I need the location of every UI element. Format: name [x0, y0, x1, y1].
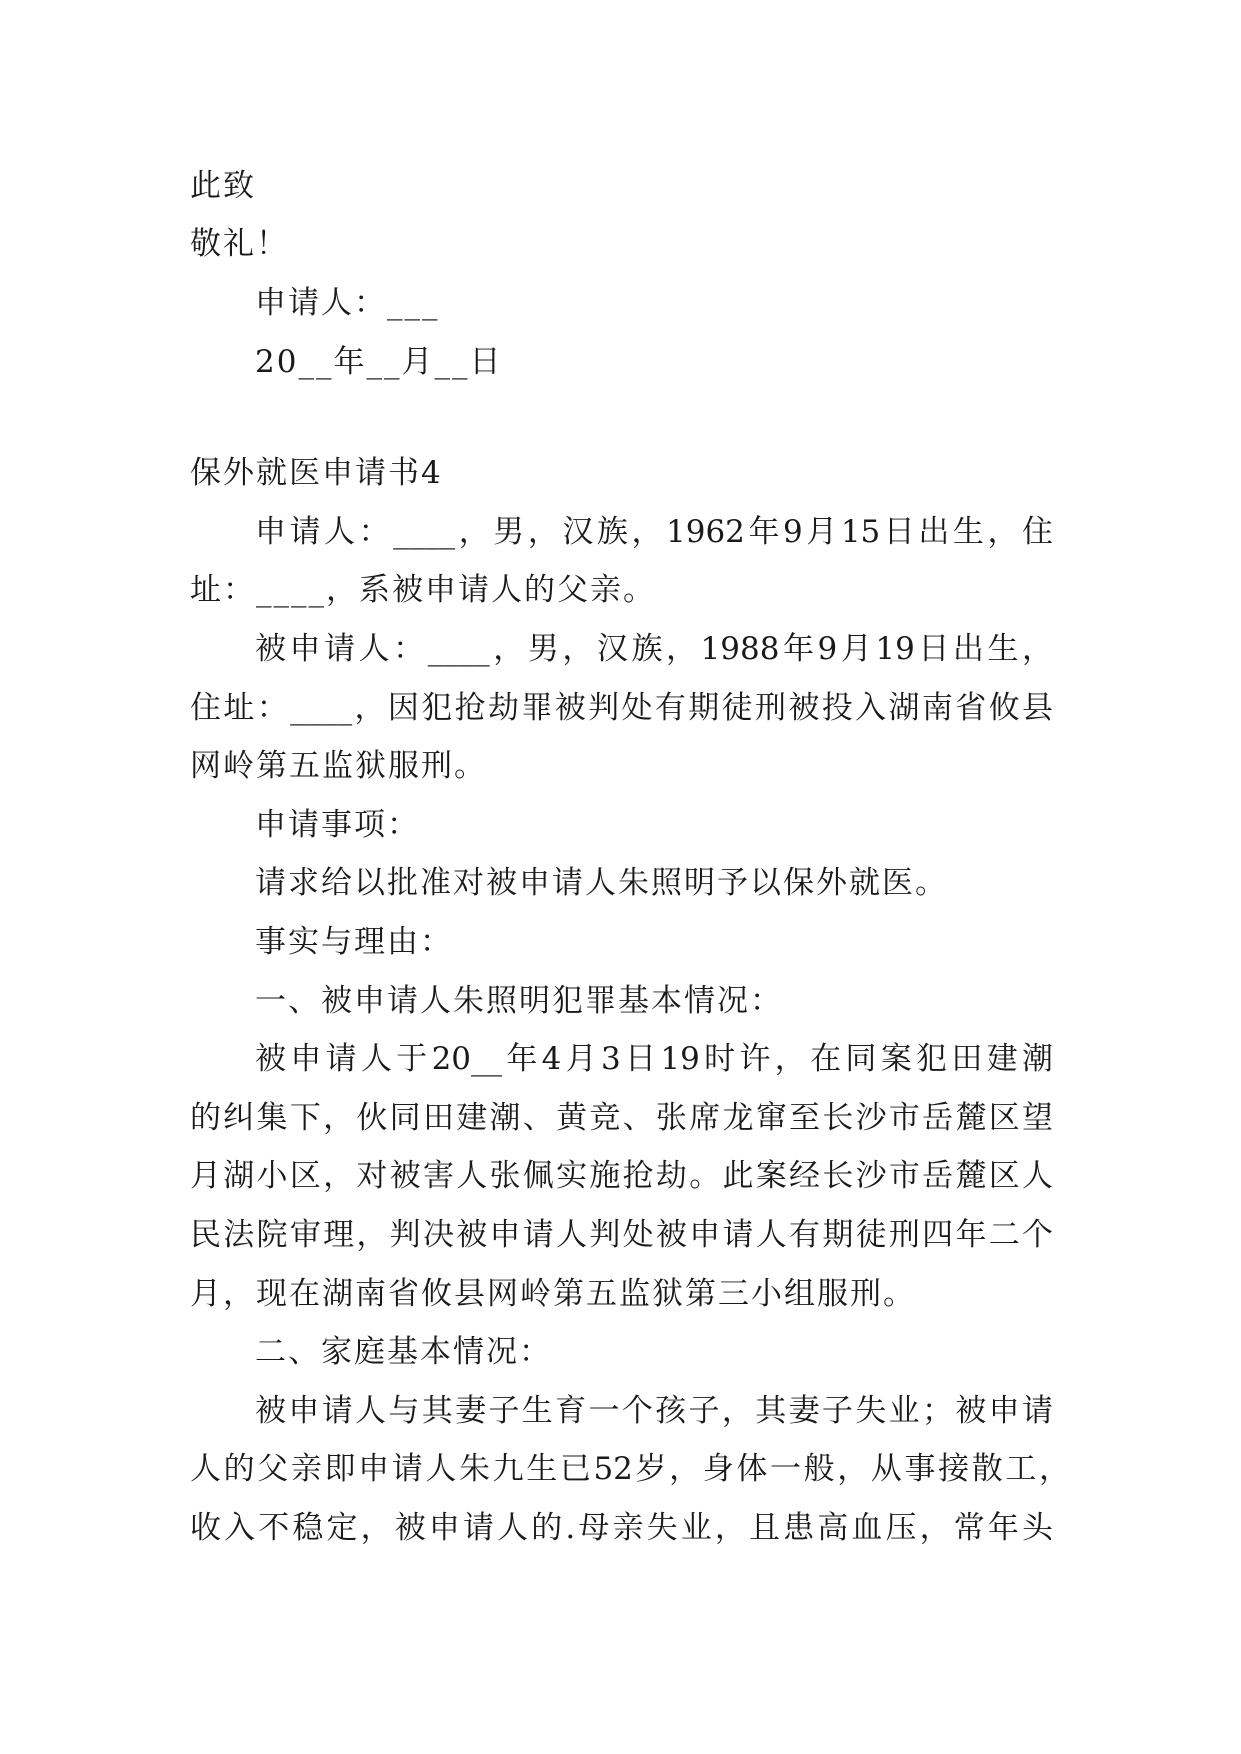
paragraph-line: 收入不稳定，被申请人的.母亲失业，且患高血压，常年头: [190, 1510, 1053, 1546]
document-title: 保外就医申请书4: [190, 455, 443, 491]
paragraph-line: 人的父亲即申请人朱九生已52岁，身体一般，从事接散工，: [190, 1451, 1070, 1487]
signature-date: 20__年__月__日: [255, 344, 503, 380]
closing-salutation: 此致: [190, 168, 256, 204]
paragraph-line: 请求给以批准对被申请人朱照明予以保外就医。: [255, 865, 948, 901]
subsection-heading: 二、家庭基本情况：: [255, 1334, 552, 1370]
paragraph-line: 月，现在湖南省攸县网岭第五监狱第三小组服刑。: [190, 1276, 916, 1312]
paragraph-line: 月湖小区，对被害人张佩实施抢劫。此案经长沙市岳麓区人: [190, 1158, 1053, 1194]
paragraph-line: 住址：____，因犯抢劫罪被判处有期徒刑被投入湖南省攸县: [190, 690, 1053, 726]
paragraph-line: 网岭第五监狱服刑。: [190, 748, 487, 784]
paragraph-line: 被申请人于20__年4月3日19时许，在同案犯田建潮: [255, 1041, 1053, 1077]
signature-applicant: 申请人：___: [255, 285, 440, 321]
paragraph-line: 的纠集下，伙同田建潮、黄竞、张席龙窜至长沙市岳麓区望: [190, 1100, 1053, 1136]
closing-regards: 敬礼！: [190, 226, 289, 262]
section-heading: 申请事项：: [255, 807, 420, 843]
subsection-heading: 一、被申请人朱照明犯罪基本情况：: [255, 983, 783, 1019]
paragraph-line: 民法院审理，判决被申请人判处被申请人有期徒刑四年二个: [190, 1217, 1053, 1253]
paragraph-line: 被申请人：____，男，汉族，1988年9月19日出生，: [255, 631, 1053, 667]
section-heading: 事实与理由：: [255, 924, 453, 960]
paragraph-line: 址：____，系被申请人的父亲。: [190, 572, 656, 608]
paragraph-line: 被申请人与其妻子生育一个孩子，其妻子失业；被申请: [255, 1393, 1053, 1429]
paragraph-line: 申请人：____，男，汉族，1962年9月15日出生，住: [255, 514, 1053, 550]
